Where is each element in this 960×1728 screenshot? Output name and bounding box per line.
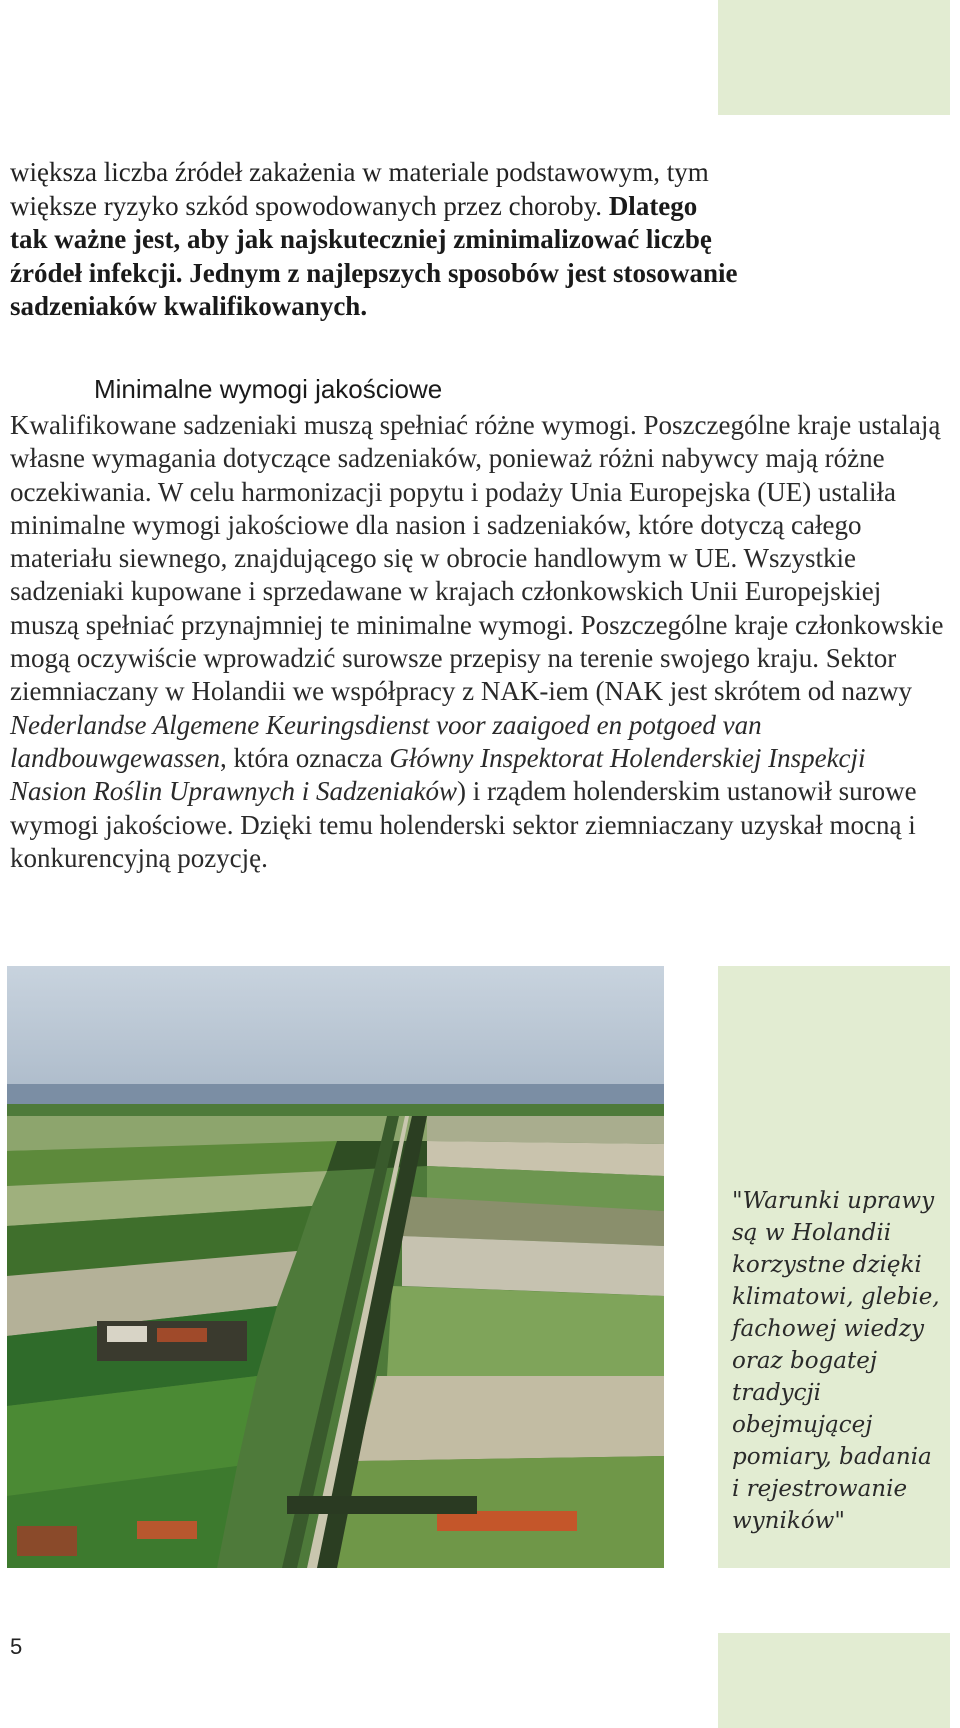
bottom-green-block [718,1633,950,1728]
pull-quote [732,1185,942,1537]
intro-line-3: tak ważne jest, aby jak najskuteczniej zminimalizować liczbę [10,224,712,254]
intro-line-1: większa liczba źródeł zakażenia w materiale podstawowym, tym [10,157,709,187]
intro-line-5: sadzeniaków kwalifikowanych. [10,291,368,321]
quote-line: klimatowi, glebie, [732,1284,940,1310]
body-text-2: , która oznacza [220,742,390,773]
intro-line-2: większe ryzyko szkód spowodowanych przez choroby. [10,190,609,221]
quote-line: pomiary, badania [732,1444,932,1470]
intro-line-4: źródeł infekcji. Jednym z najlepszych sposobów jest stosowanie [10,257,738,288]
body-text-3: ) i rządem holenderskim ustanowił surowe wymogi jakościowe. Dzięki temu holenderski sektor ziemniaczany uzyskał mocną i konkurencyjną pozycję. [10,776,917,873]
body-italic-1: Nederlandse Algemene Keuringsdienst voor zaaigoed en potgoed van landbouwgewassen [10,709,762,773]
quote-line: fachowej wiedzy [732,1316,924,1342]
quote-line: obejmującej [732,1412,873,1438]
intro-line-2-bold: Dlatego [608,190,698,221]
quote-line: tradycji [732,1380,822,1406]
body-italic-2: Główny Inspektorat Holenderskiej Inspekcji Nasion Roślin Uprawnych i Sadzeniaków [10,742,866,807]
intro-paragraph [10,156,940,324]
body-text-1: Kwalifikowane sadzeniaki muszą spełniać różne wymogi. Poszczególne kraje ustalają własne wymagania dotyczące sadzeniaków, ponieważ różni nabywcy mają różne oczekiwania. W celu harmonizacji popytu i podaży Unia Europejska (UE) ustaliła minimalne wymogi jakościowe dla nasion i sadzeniaków, które dotyczą całego materiału siewnego, znajdującego się w obrocie handlowym w UE. Wszystkie sadzeniaki kupowane i sprzedawane w krajach członkowskich Unii Europejskiej muszą spełniać przynajmniej te minimalne wymogi. Poszczególne kraje członkowskie mogą oczywiście wprowadzić surowsze przepisy na terenie swojego kraju. Sektor ziemniaczany w Holandii we współpracy z NAK-iem (NAK jest skrótem od nazwy [10,410,944,707]
aerial-farmland-photo [7,966,664,1568]
section-body [10,409,945,875]
top-green-block [718,0,950,115]
quote-line: korzystne dzięki [732,1252,922,1278]
quote-line: oraz bogatej [732,1348,877,1374]
quote-line: i rejestrowanie [732,1476,908,1502]
quote-line: "Warunki uprawy [732,1188,935,1214]
section-heading: Minimalne wymogi jakościowe [94,374,443,404]
page-number: 5 [10,1634,23,1659]
quote-line: są w Holandii [732,1220,892,1246]
quote-line: wyników" [732,1508,845,1534]
